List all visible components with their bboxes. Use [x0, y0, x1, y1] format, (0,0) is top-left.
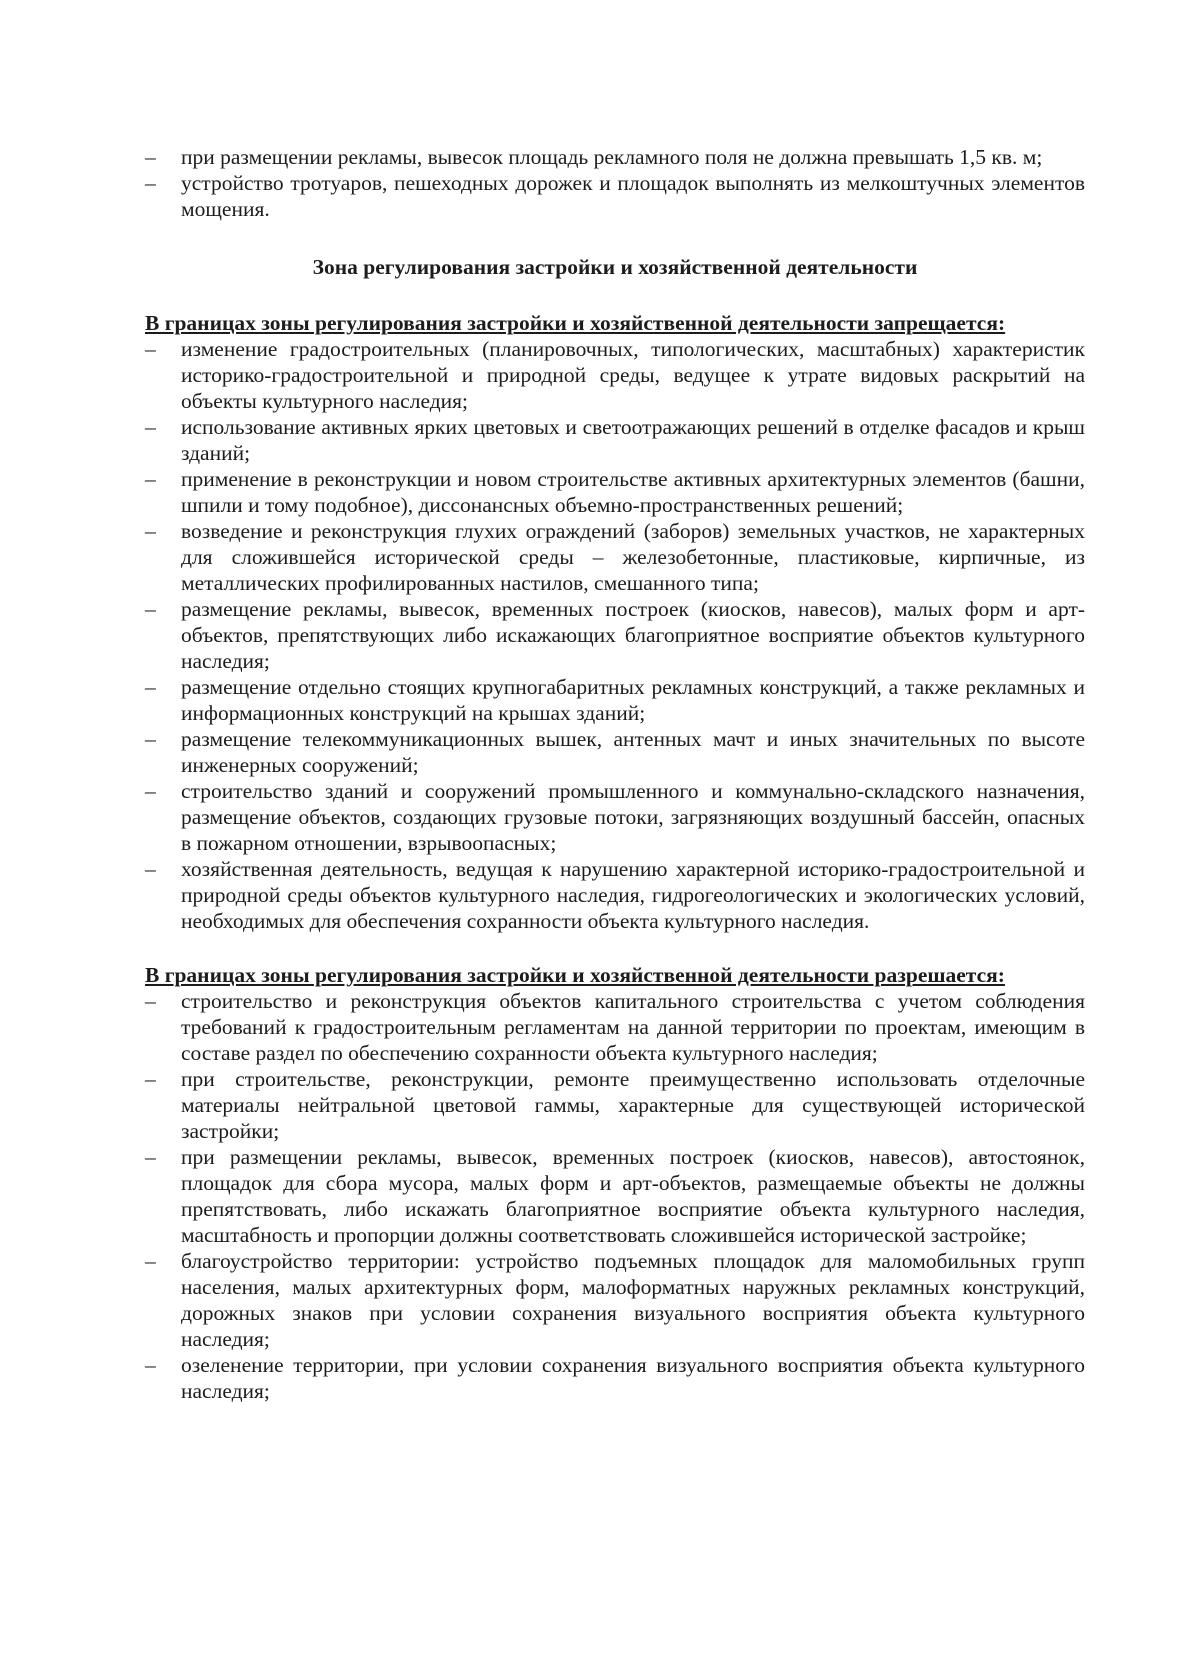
list-dash: – [145, 145, 156, 169]
list-item [145, 988, 1085, 1066]
list-item [145, 1352, 1085, 1404]
list-dash: – [145, 779, 156, 803]
intro-list [145, 144, 1085, 222]
list-dash: – [145, 857, 156, 881]
list-item-text: использование активных ярких цветовых и светоотражающих решений в отделке фасадов и крыш зданий; [181, 415, 1085, 465]
list-item [145, 726, 1085, 778]
list-item [145, 414, 1085, 466]
list-item-text: при размещении рекламы, вывесок площадь рекламного поля не должна превышать 1,5 кв. м; [181, 145, 1043, 169]
list-item [145, 596, 1085, 674]
zone-title: Зона регулирования застройки и хозяйственной деятельности [312, 255, 918, 279]
list-item [145, 1144, 1085, 1248]
list-item-text: озеленение территории, при условии сохранения визуального восприятия объекта культурного наследия; [181, 1353, 1085, 1403]
list-item-text: хозяйственная деятельность, ведущая к нарушению характерной историко-градостроительной и природной среды объектов культурного наследия, гидрогеологических и экологических условий, необходимых для обеспечения сохранности объекта культурного наследия. [181, 857, 1085, 933]
list-item-text: строительство и реконструкция объектов капитального строительства с учетом соблюдения требований к градостроительным регламентам на данной территории по проектам, имеющим в составе раздел по обеспечению сохранности объекта культурного наследия; [181, 989, 1085, 1065]
list-item-text: при размещении рекламы, вывесок, временных построек (киосков, навесов), автостоянок, площадок для сбора мусора, малых форм и арт-объектов, размещаемые объекты не должны препятствовать, либо искажать благоприятное восприятие объекта культурного наследия, масштабность и пропорции должны соответствовать сложившейся исторической застройке; [181, 1145, 1085, 1247]
list-item [145, 144, 1085, 170]
list-item-text: размещение отдельно стоящих крупногабаритных рекламных конструкций, а также рекламных и информационных конструкций на крышах зданий; [181, 675, 1085, 725]
section-gap [145, 934, 1085, 962]
list-item-text: изменение градостроительных (планировочных, типологических, масштабных) характеристик историко-градостроительной и природной среды, ведущее к утрате видовых раскрытий на объекты культурного наследия; [181, 337, 1085, 413]
list-item-text: устройство тротуаров, пешеходных дорожек и площадок выполнять из мелкоштучных элементов мощения. [181, 171, 1085, 221]
list-item [145, 170, 1085, 222]
prohibited-list [145, 336, 1085, 934]
list-item-text: благоустройство территории: устройство подъемных площадок для маломобильных групп населения, малых архитектурных форм, малоформатных наружных рекламных конструкций, дорожных знаков при условии сохранения визуального восприятия объекта культурного наследия; [181, 1249, 1085, 1351]
list-item-text: при строительстве, реконструкции, ремонте преимущественно использовать отделочные материалы нейтральной цветовой гаммы, характерные для существующей исторической застройки; [181, 1067, 1085, 1143]
list-dash: – [145, 989, 156, 1013]
list-item-text: строительство зданий и сооружений промышленного и коммунально-складского назначения, размещение объектов, создающих грузовые потоки, загрязняющих воздушный бассейн, опасных в пожарном отношении, взрывоопасных; [181, 779, 1085, 855]
list-dash: – [145, 171, 156, 195]
permitted-heading: В границах зоны регулирования застройки и хозяйственной деятельности разрешается: [145, 963, 1005, 987]
list-dash: – [145, 675, 156, 699]
list-item [145, 856, 1085, 934]
list-dash: – [145, 519, 156, 543]
list-dash: – [145, 597, 156, 621]
list-dash: – [145, 467, 156, 491]
list-dash: – [145, 415, 156, 439]
list-item-text: возведение и реконструкция глухих ограждений (заборов) земельных участков, не характерных для сложившейся исторической среды – железобетонные, пластиковые, кирпичные, из металлических профилированных настилов, смешанного типа; [181, 519, 1085, 595]
list-item [145, 1248, 1085, 1352]
list-dash: – [145, 1249, 156, 1273]
list-item-text: размещение телекоммуникационных вышек, антенных мачт и иных значительных по высоте инженерных сооружений; [181, 727, 1085, 777]
list-item-text: размещение рекламы, вывесок, временных построек (киосков, навесов), малых форм и арт-объектов, препятствующих либо искажающих благоприятное восприятие объектов культурного наследия; [181, 597, 1085, 673]
list-item [145, 674, 1085, 726]
list-dash: – [145, 1353, 156, 1377]
list-item [145, 778, 1085, 856]
list-item [145, 466, 1085, 518]
list-item [145, 518, 1085, 596]
list-dash: – [145, 1067, 156, 1091]
list-dash: – [145, 337, 156, 361]
list-item [145, 336, 1085, 414]
list-dash: – [145, 1145, 156, 1169]
list-item-text: применение в реконструкции и новом строительстве активных архитектурных элементов (башни, шпили и тому подобное), диссонансных объемно-пространственных решений; [181, 467, 1085, 517]
permitted-list [145, 988, 1085, 1404]
list-item [145, 1066, 1085, 1144]
list-dash: – [145, 727, 156, 751]
prohibited-heading: В границах зоны регулирования застройки и хозяйственной деятельности запрещается: [145, 311, 1006, 335]
